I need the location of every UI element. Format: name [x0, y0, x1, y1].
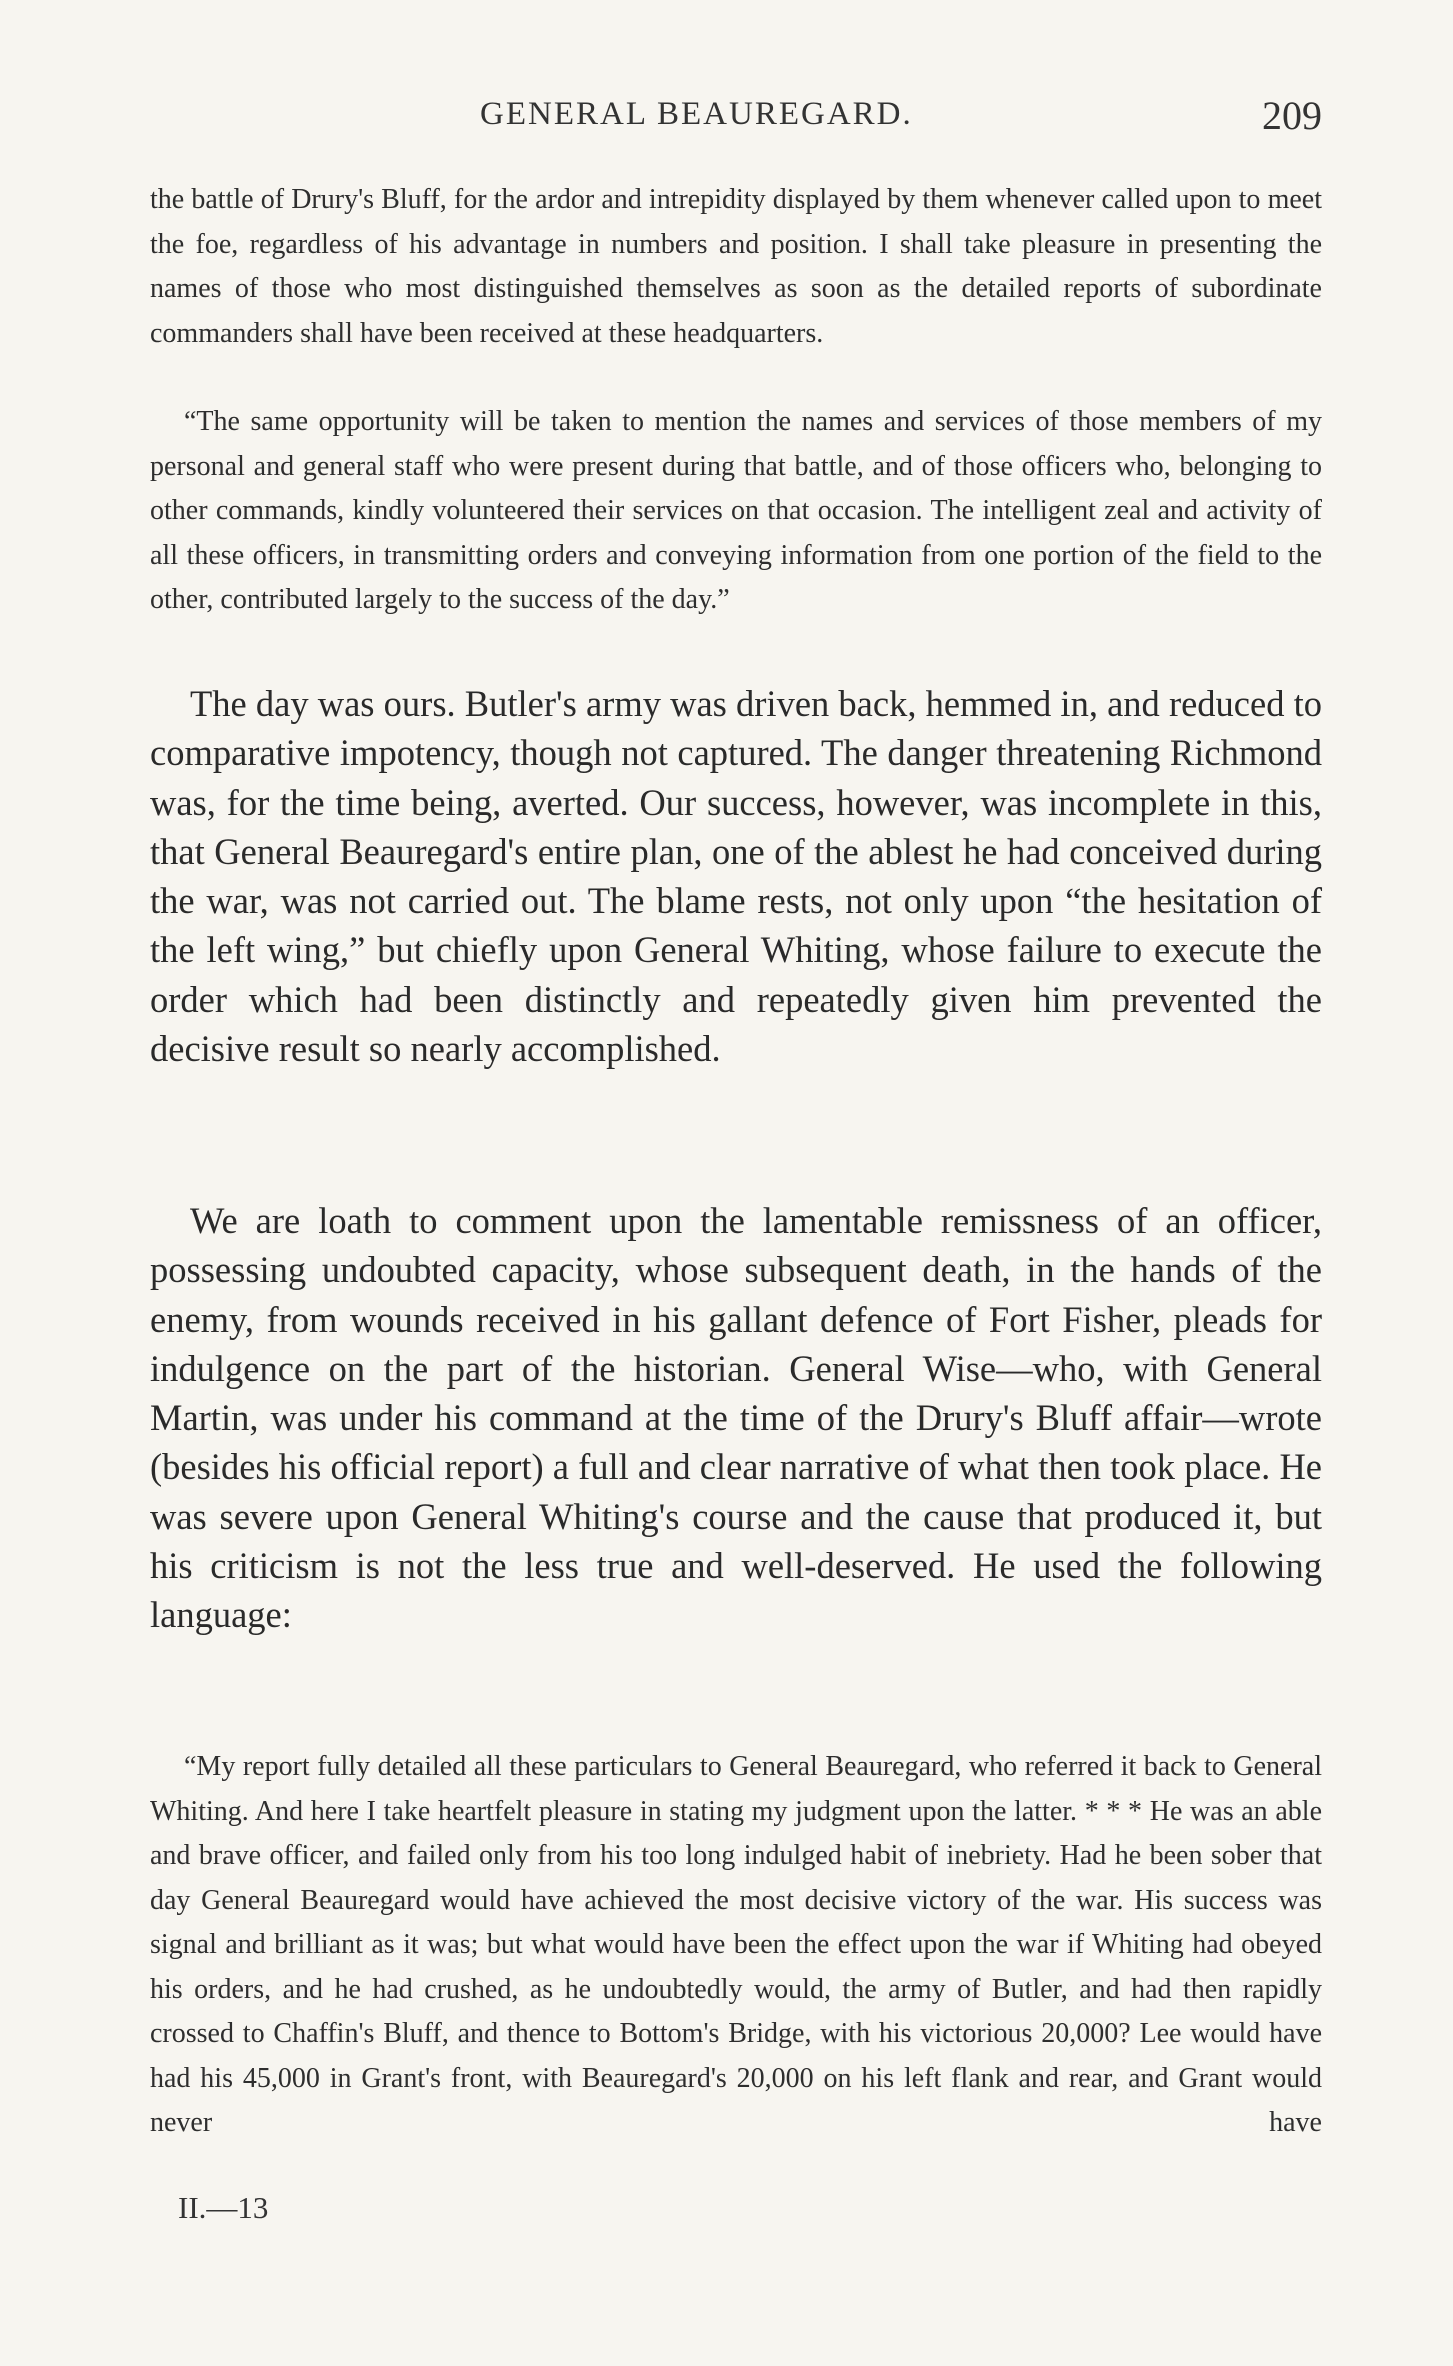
running-header — [150, 93, 1322, 144]
quote-paragraph-1: the battle of Drury's Bluff, for the ardor and intrepidity displayed by them whenever called upon to meet the foe, regardless of his advantage in numbers and position. I shall take pleasure in presenting the names of those who most distinguished themselves as soon as the detailed reports of subordinate commanders shall have been received at these headquarters. — [150, 184, 1322, 349]
quote-paragraph-3: “My report fully detailed all these particulars to General Beauregard, who referred it back to General Whiting. And here I take heartfelt pleasure in stating my judgment upon the latter. * * * He was an able and brave officer, and failed only from his too long indulged habit of inebriety. Had he been sober that day General Beauregard would have achieved the most decisive victory of the war. His success was signal and brilliant as it was; but what would have been the effect upon the war if Whiting had obeyed his orders, and he had crushed, as he undoubtedly would, the army of Butler, and had then rapidly crossed to Chaffin's Bluff, and thence to Bottom's Bridge, with his victorious 20,000? Lee would have had his 45,000 in Grant's front, with Beauregard's 20,000 on his left flank and rear, and Grant would never have — [150, 1751, 1322, 2138]
page-number: 209 — [1262, 93, 1322, 138]
signature-mark: II.—13 — [178, 2190, 269, 2225]
quote-paragraph-2: “The same opportunity will be taken to mention the names and services of those members of my personal and general staff who were present during that battle, and of those officers who, belonging to other commands, kindly volunteered their services on that occasion. The intelligent zeal and activity of all these officers, in transmitting orders and conveying information from one portion of the field to the other, contributed largely to the success of the day.” — [150, 406, 1322, 615]
page-title: GENERAL BEAUREGARD. — [480, 96, 913, 132]
body-paragraph-2: We are loath to comment upon the lamentable remissness of an officer, possessing undoubted capacity, whose subsequent death, in the hands of the enemy, from wounds received in his gallant defence of Fort Fisher, pleads for indulgence on the part of the historian. General Wise—who, with General Martin, was under his command at the time of the Drury's Bluff affair—wrote (besides his official report) a full and clear narrative of what then took place. He was severe upon General Whiting's course and the cause that produced it, but his criticism is not the less true and well-deserved. He used the following language: — [150, 1200, 1322, 1636]
body-paragraph-1: The day was ours. Butler's army was driven back, hemmed in, and reduced to comparative impotency, though not captured. The danger threatening Richmond was, for the time being, averted. Our success, however, was incomplete in this, that General Beauregard's entire plan, one of the ablest he had conceived during the war, was not carried out. The blame rests, not only upon “the hesitation of the left wing,” but chiefly upon General Whiting, whose failure to execute the order which had been distinctly and repeatedly given him prevented the decisive result so nearly accomplished. — [150, 683, 1322, 1070]
